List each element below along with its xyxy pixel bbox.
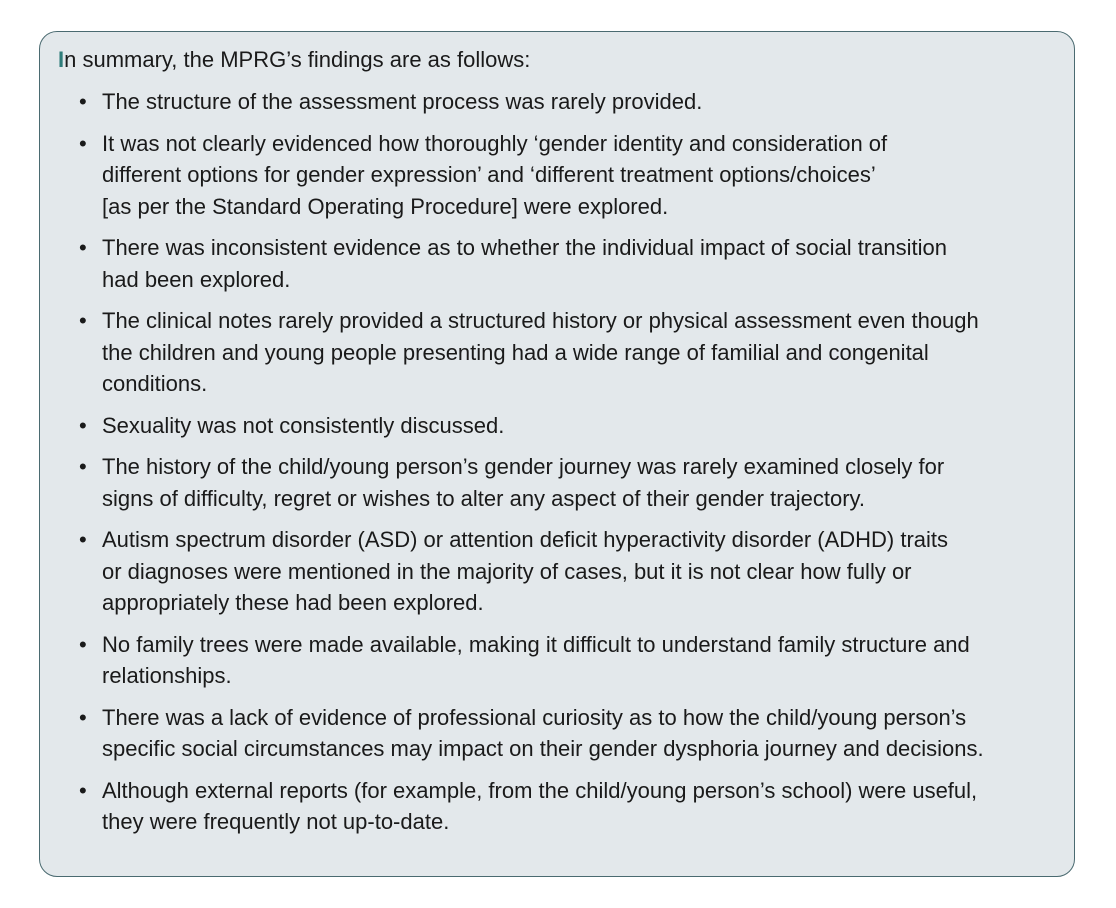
finding-line: • The clinical notes rarely provided a structured history or physical assessment even though bbox=[102, 308, 979, 333]
finding-line: had been explored. bbox=[102, 266, 291, 292]
finding-line: • The history of the child/young person’s gender journey was rarely examined closely for bbox=[102, 454, 945, 479]
finding-line: • Autism spectrum disorder (ASD) or attention deficit hyperactivity disorder (ADHD) traits bbox=[102, 527, 949, 552]
summary-intro bbox=[58, 46, 1054, 74]
finding-line: specific social circumstances may impact on their gender dysphoria journey and decisions. bbox=[102, 736, 984, 761]
finding-item bbox=[58, 702, 1054, 765]
finding-item bbox=[58, 86, 1054, 118]
summary-box bbox=[39, 31, 1075, 877]
finding-item bbox=[58, 524, 1054, 619]
finding-item bbox=[58, 451, 1054, 514]
findings-list bbox=[58, 86, 1054, 838]
finding-item bbox=[58, 410, 1054, 442]
finding-item bbox=[58, 629, 1054, 692]
finding-line: or diagnoses were mentioned in the majority of cases, but it is not clear how fully or bbox=[102, 558, 912, 584]
finding-line: different options for gender expression’ and ‘different treatment options/choices’ bbox=[102, 162, 876, 187]
finding-line: conditions. bbox=[102, 371, 208, 396]
finding-item bbox=[58, 232, 1054, 295]
finding-line: the children and young people presenting had a wide range of familial and congenital bbox=[102, 339, 929, 365]
finding-line: • There was inconsistent evidence as to whether the individual impact of social transition bbox=[102, 235, 948, 260]
intro-initial-letter: I bbox=[58, 47, 65, 72]
finding-line: relationships. bbox=[102, 663, 232, 688]
finding-item bbox=[58, 128, 1054, 223]
finding-line: • The structure of the assessment process was rarely provided. bbox=[102, 89, 703, 114]
finding-line: signs of difficulty, regret or wishes to alter any aspect of their gender trajectory. bbox=[102, 485, 866, 511]
finding-line: they were frequently not up-to-date. bbox=[102, 809, 450, 834]
finding-item bbox=[58, 775, 1054, 838]
finding-line: appropriately these had been explored. bbox=[102, 590, 484, 615]
intro-text: n summary, the MPRG’s findings are as follows: bbox=[64, 47, 531, 72]
finding-line: • No family trees were made available, making it difficult to understand family structure and bbox=[102, 631, 970, 657]
finding-line: • Although external reports (for example, from the child/young person’s school) were useful, bbox=[102, 777, 978, 803]
finding-line: • There was a lack of evidence of professional curiosity as to how the child/young person’s bbox=[102, 704, 967, 730]
finding-line: [as per the Standard Operating Procedure] were explored. bbox=[102, 193, 669, 219]
finding-item bbox=[58, 305, 1054, 400]
finding-line: • Sexuality was not consistently discussed. bbox=[102, 412, 505, 438]
finding-line: • It was not clearly evidenced how thoroughly ‘gender identity and consideration of bbox=[102, 130, 888, 156]
